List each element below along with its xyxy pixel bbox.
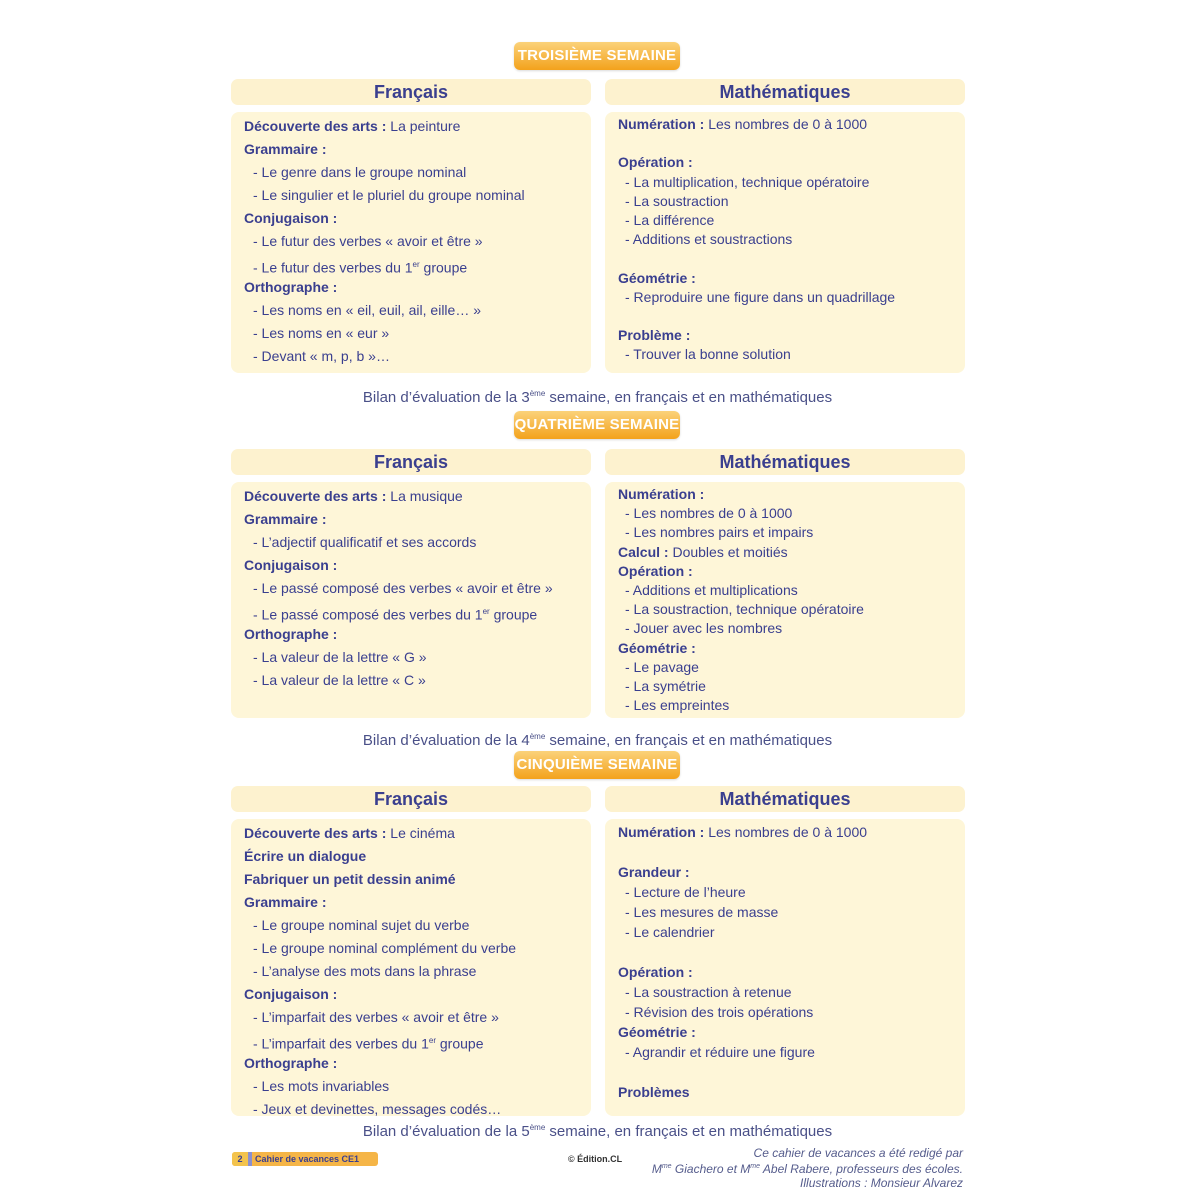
list-item: - La multiplication, technique opératoire <box>625 173 870 190</box>
section-label: Opération : <box>618 154 693 171</box>
section-value: Le cinéma <box>386 825 455 841</box>
list-item: - Le futur des verbes « avoir et être » <box>253 233 483 249</box>
copyright: © Édition.CL <box>568 1154 623 1164</box>
list-item: - Le groupe nominal sujet du verbe <box>253 917 470 933</box>
section-label: Calcul : <box>618 543 669 560</box>
book-title: Cahier de vacances CE1 <box>255 1154 360 1164</box>
credit-line-1: Ce cahier de vacances a été redigé par <box>753 1146 963 1160</box>
section-label: Conjugaison : <box>244 986 338 1002</box>
section-label: Grandeur : <box>618 864 690 880</box>
list-item: - Les nombres pairs et impairs <box>625 524 814 541</box>
list-item: - Les noms en « eur » <box>253 325 390 341</box>
list-item: - La symétrie <box>625 677 706 694</box>
section-heading <box>244 485 591 508</box>
section-label: Découverte des arts : <box>244 118 387 134</box>
page-number: 2 <box>232 1152 248 1166</box>
section-heading <box>244 983 591 1006</box>
francais-header: Français <box>231 786 591 812</box>
list-item: - L’adjectif qualificatif et ses accords <box>253 534 477 550</box>
francais-box <box>231 112 591 373</box>
section-value: Les nombres de 0 à 1000 <box>704 824 868 840</box>
section-label: Découverte des arts : <box>244 825 387 841</box>
section-label: Orthographe : <box>244 1055 338 1071</box>
math-header: Mathématiques <box>605 449 965 475</box>
section-heading <box>244 1052 591 1075</box>
section-heading <box>244 845 591 868</box>
section-label: Découverte des arts : <box>244 488 387 504</box>
spacer <box>618 134 965 153</box>
week-banner: CINQUIÈME SEMAINE <box>514 751 680 779</box>
section-heading <box>618 326 965 345</box>
math-box <box>605 112 965 373</box>
week-banner: QUATRIÈME SEMAINE <box>514 411 680 439</box>
spacer <box>618 249 965 268</box>
section-label: Grammaire : <box>244 511 327 527</box>
spacer <box>618 842 965 862</box>
list-item: - Le singulier et le pluriel du groupe nominal <box>253 187 525 203</box>
francais-box <box>231 482 591 718</box>
list-item: - La valeur de la lettre « C » <box>253 672 426 688</box>
list-item: - Devant « m, p, b »… <box>253 348 390 364</box>
week-banner: TROISIÈME SEMAINE <box>514 42 680 70</box>
section-label: Grammaire : <box>244 894 327 910</box>
section-heading <box>618 822 965 842</box>
list-item: - La soustraction, technique opératoire <box>625 601 864 618</box>
list-item: - Le calendrier <box>625 924 715 940</box>
list-item: - La soustraction à retenue <box>625 984 792 1000</box>
list-item: - L’analyse des mots dans la phrase <box>253 963 477 979</box>
section-heading <box>618 485 965 504</box>
section-label: Problème : <box>618 327 691 344</box>
section-heading <box>618 962 965 982</box>
list-item: - Les empreintes <box>625 697 730 714</box>
list-item: - Le genre dans le groupe nominal <box>253 164 467 180</box>
section-label: Conjugaison : <box>244 210 338 226</box>
francais-header: Français <box>231 449 591 475</box>
section-label: Géométrie : <box>618 269 696 286</box>
section-label: Opération : <box>618 562 693 579</box>
credits <box>623 1146 963 1190</box>
section-label: Fabriquer un petit dessin animé <box>244 871 456 887</box>
section-heading <box>618 862 965 882</box>
section-heading <box>244 891 591 914</box>
section-heading <box>244 554 591 577</box>
section-heading <box>618 269 965 288</box>
list-item: - Lecture de l’heure <box>625 884 746 900</box>
section-label: Orthographe : <box>244 626 338 642</box>
section-heading <box>244 115 591 138</box>
section-heading <box>244 138 591 161</box>
section-heading <box>244 207 591 230</box>
list-item: - Les mesures de masse <box>625 904 779 920</box>
list-item: - Le groupe nominal complément du verbe <box>253 940 517 956</box>
list-item: - Additions et multiplications <box>625 581 798 598</box>
list-item: - L’imparfait des verbes du 1er groupe <box>253 1035 484 1052</box>
list-item: - Révision des trois opérations <box>625 1004 814 1020</box>
section-value: La peinture <box>386 118 461 134</box>
math-box <box>605 819 965 1116</box>
math-box <box>605 482 965 718</box>
list-item: - Jeux et devinettes, messages codés… <box>253 1101 502 1117</box>
credit-line-2: $M^{me}$ Giachero et $M^{me}$ Abel Rabere, professeurs des écoles. <box>651 1162 963 1176</box>
list-item: - La différence <box>625 211 715 228</box>
week-summary: Bilan d’évaluation de la 4ème semaine, en français et en mathématiques <box>362 732 833 749</box>
section-heading <box>618 115 965 134</box>
section-heading <box>244 508 591 531</box>
list-item: - Trouver la bonne solution <box>625 346 791 363</box>
section-label: Numération : <box>618 486 705 502</box>
section-heading <box>244 822 591 845</box>
section-heading <box>618 1022 965 1042</box>
section-label: Opération : <box>618 964 693 980</box>
footer-book-label <box>232 1152 378 1166</box>
list-item: - L’imparfait des verbes « avoir et être » <box>253 1009 499 1025</box>
section-heading <box>618 153 965 172</box>
list-item: - Additions et soustractions <box>625 231 793 248</box>
section-label: Conjugaison : <box>244 557 338 573</box>
list-item: - Les mots invariables <box>253 1078 390 1094</box>
section-label: Écrire un dialogue <box>244 848 367 864</box>
list-item: - Le passé composé des verbes « avoir et être » <box>253 580 553 596</box>
section-heading <box>618 543 965 562</box>
week-summary: Bilan d’évaluation de la 5ème semaine, en français et en mathématiques <box>362 1123 833 1140</box>
list-item: - Jouer avec les nombres <box>625 620 783 637</box>
math-header: Mathématiques <box>605 79 965 105</box>
list-item: - Le pavage <box>625 658 699 675</box>
section-heading <box>244 868 591 891</box>
list-item: - Le futur des verbes du 1er groupe <box>253 259 468 276</box>
section-label: Géométrie : <box>618 639 696 656</box>
section-label: Problèmes <box>618 1084 690 1100</box>
math-header: Mathématiques <box>605 786 965 812</box>
list-item: - Les nombres de 0 à 1000 <box>625 505 793 522</box>
francais-box <box>231 819 591 1116</box>
week-summary: Bilan d’évaluation de la 3ème semaine, en français et en mathématiques <box>362 389 833 406</box>
section-value: La musique <box>386 488 463 504</box>
section-heading <box>618 1082 965 1102</box>
section-heading <box>618 562 965 581</box>
section-heading <box>618 639 965 658</box>
list-item: - Agrandir et réduire une figure <box>625 1044 815 1060</box>
section-heading <box>244 623 591 646</box>
list-item: - Les noms en « eil, euil, ail, eille… » <box>253 302 481 318</box>
section-label: Numération : <box>618 824 705 840</box>
spacer <box>618 307 965 326</box>
section-heading <box>244 276 591 299</box>
divider <box>248 1152 252 1166</box>
credit-line-3: Illustrations : Monsieur Alvarez <box>800 1176 963 1190</box>
list-item: - Le passé composé des verbes du 1er groupe <box>253 606 538 623</box>
list-item: - Reproduire une figure dans un quadrillage <box>625 288 896 305</box>
francais-header: Français <box>231 79 591 105</box>
section-label: Géométrie : <box>618 1024 696 1040</box>
list-item: - La soustraction <box>625 192 729 209</box>
spacer <box>618 942 965 962</box>
list-item: - La valeur de la lettre « G » <box>253 649 427 665</box>
section-label: Orthographe : <box>244 279 338 295</box>
section-value: Doubles et moitiés <box>668 543 788 560</box>
section-label: Numération : <box>618 116 705 132</box>
section-value: Les nombres de 0 à 1000 <box>704 116 868 132</box>
section-label: Grammaire : <box>244 141 327 157</box>
spacer <box>618 1062 965 1082</box>
